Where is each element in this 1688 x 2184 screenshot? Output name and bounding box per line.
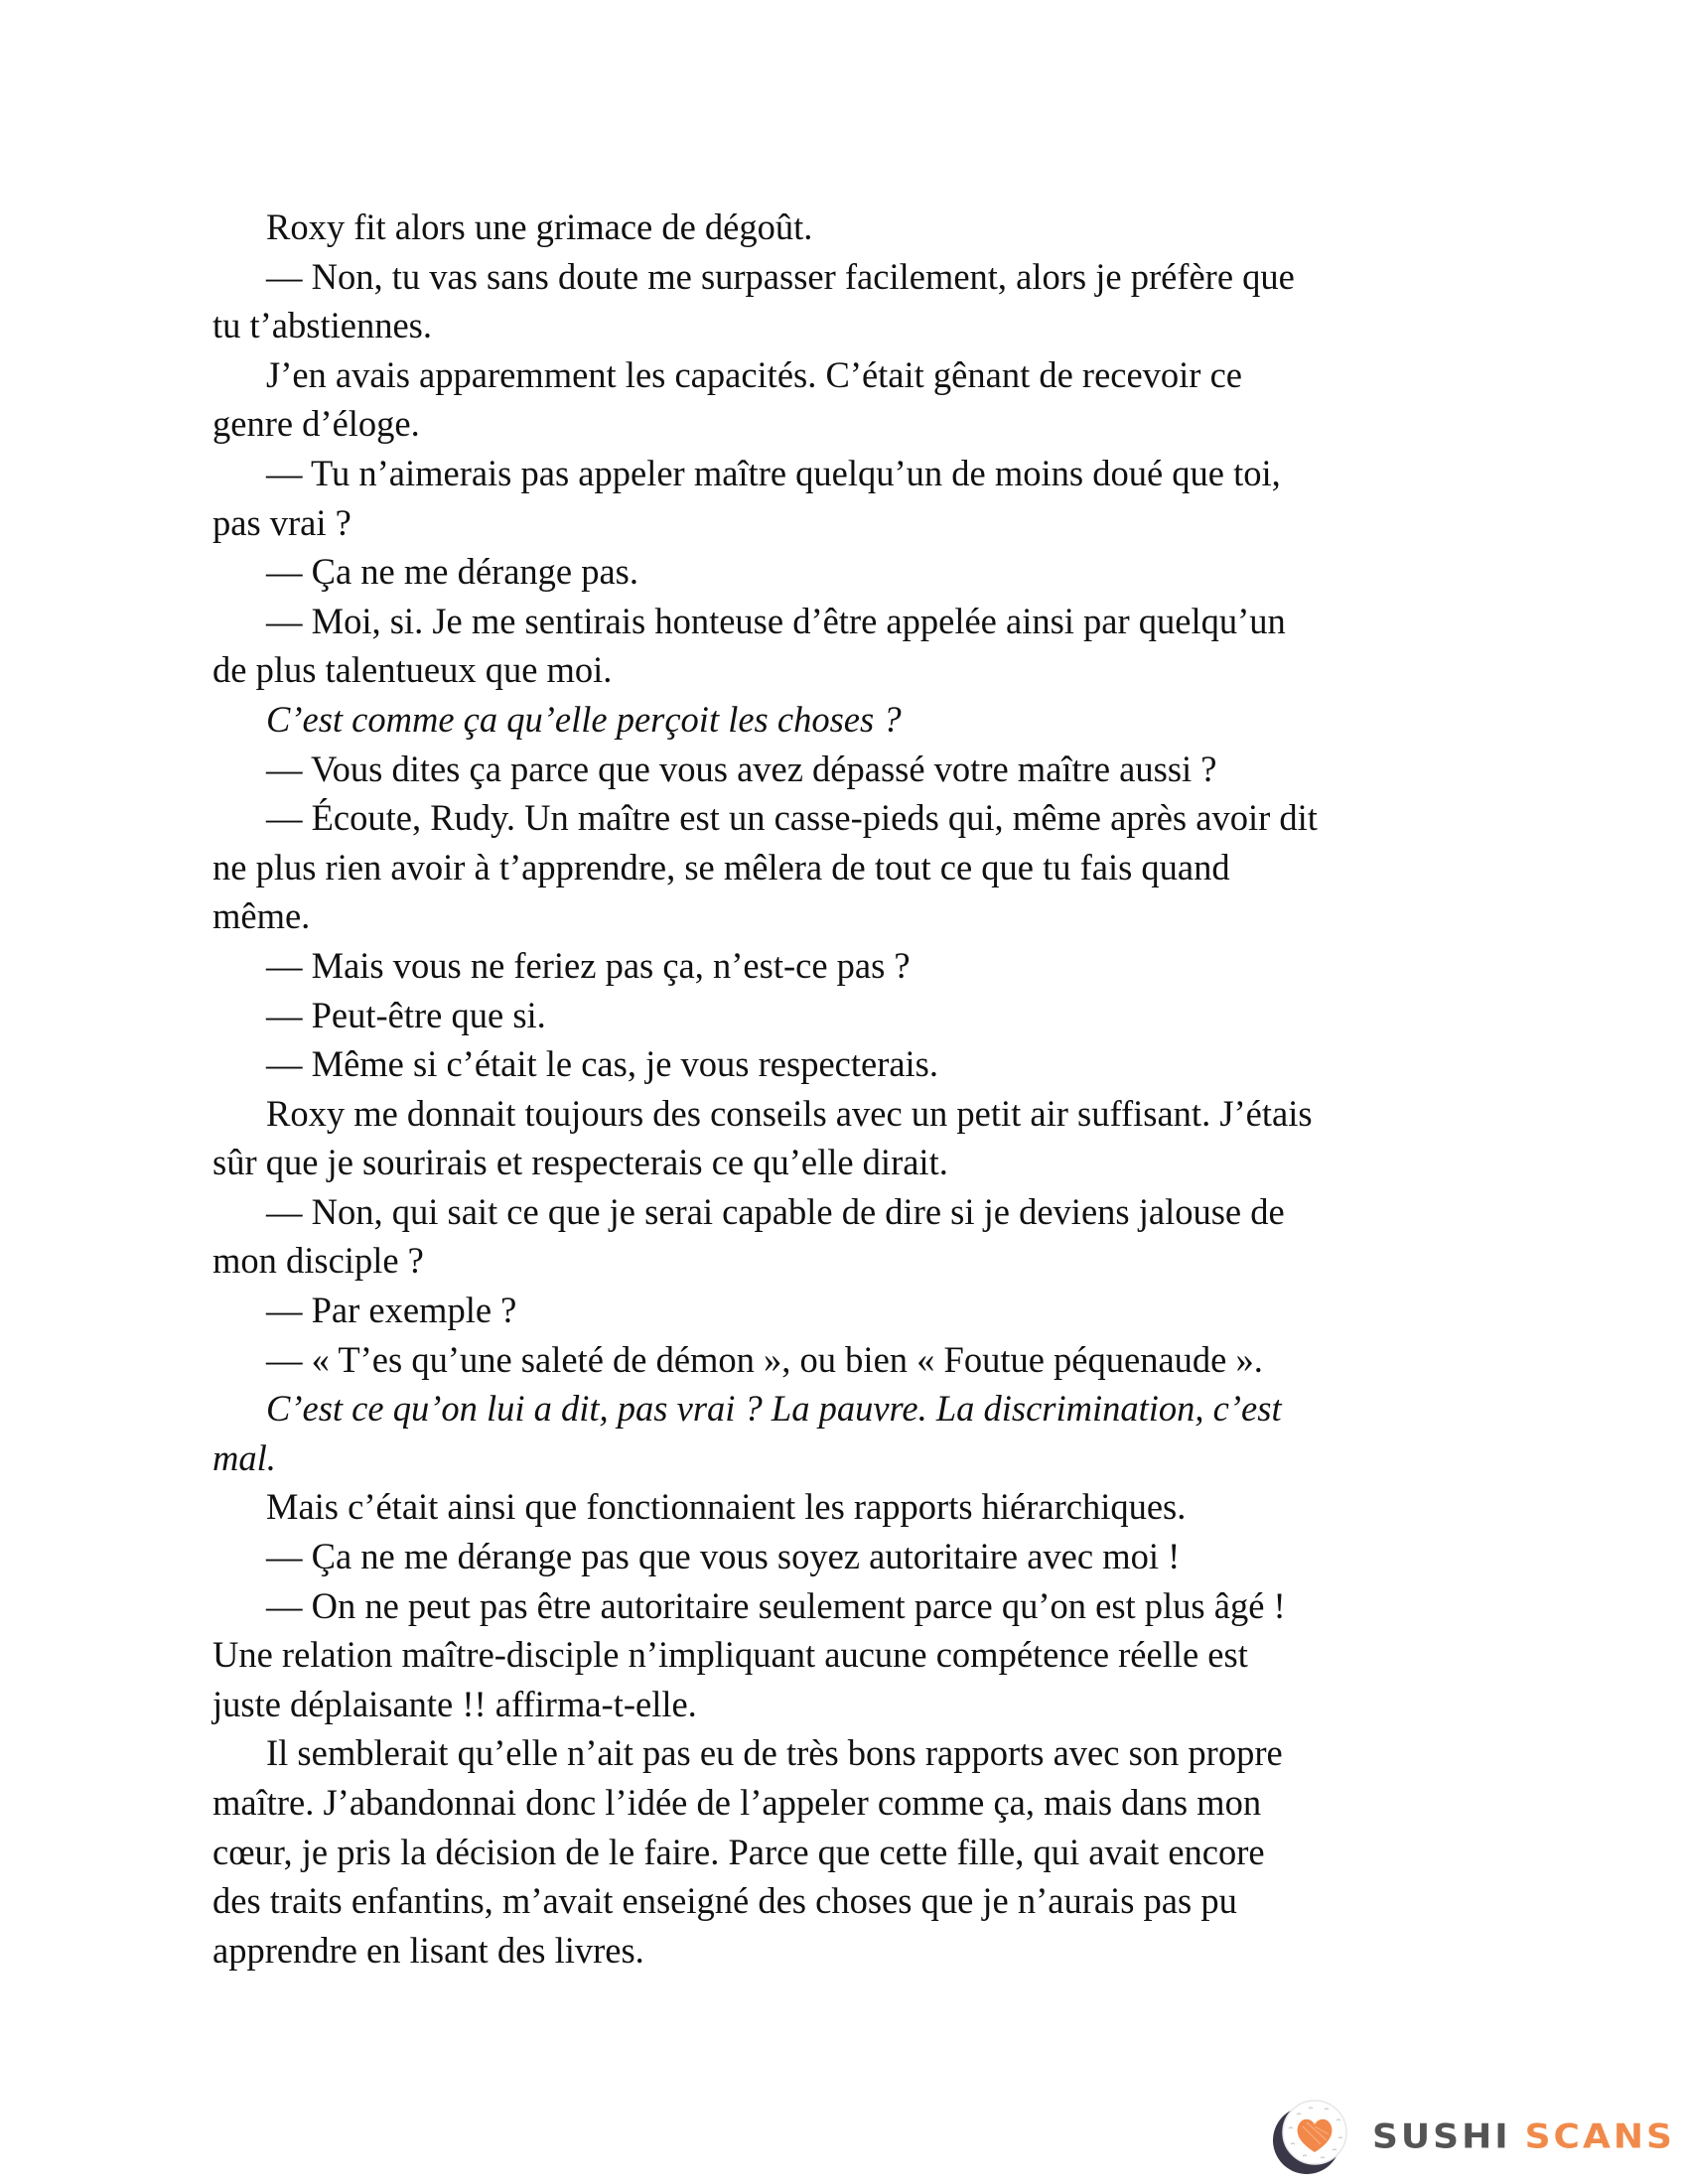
text-line: — Non, qui sait ce que je serai capable de dire si je deviens jalouse de <box>266 1190 1285 1232</box>
text-line: J’en avais apparemment les capacités. C’était gênant de recevoir ce <box>266 353 1242 395</box>
text-line: ne plus rien avoir à t’apprendre, se mêlera de tout ce que tu fais quand <box>212 846 1230 887</box>
text-line: — Moi, si. Je me sentirais honteuse d’être appelée ainsi par quelqu’un <box>266 600 1286 641</box>
text-line: C’est ce qu’on lui a dit, pas vrai ? La pauvre. La discrimination, c’est <box>266 1388 1282 1430</box>
text-line: — Écoute, Rudy. Un maître est un casse-pieds qui, même après avoir dit <box>266 797 1318 839</box>
text-line: Roxy fit alors une grimace de dégoût. <box>266 206 813 247</box>
text-line: Il semblerait qu’elle n’ait pas eu de très bons rapports avec son propre <box>266 1732 1283 1774</box>
text-line: — Ça ne me dérange pas que vous soyez autoritaire avec moi ! <box>266 1536 1181 1577</box>
text-line: — Par exemple ? <box>266 1290 517 1331</box>
text-line: — Même si c’était le cas, je vous respecterais. <box>266 1043 939 1085</box>
sushi-roll-heart-icon <box>1269 2097 1352 2176</box>
watermark-logo <box>1269 2097 1675 2176</box>
text-line: sûr que je sourirais et respecterais ce qu’elle dirait. <box>212 1142 948 1183</box>
text-line: C’est comme ça qu’elle perçoit les choses ? <box>266 698 902 740</box>
text-line: pas vrai ? <box>212 501 352 543</box>
text-line: de plus talentueux que moi. <box>212 649 613 691</box>
text-line: cœur, je pris la décision de le faire. Parce que cette fille, qui avait encore <box>212 1831 1265 1872</box>
page-body-text <box>212 203 1503 1975</box>
text-line: mal. <box>212 1436 276 1478</box>
text-line: — « T’es qu’une saleté de démon », ou bien « Foutue péquenaude ». <box>266 1338 1263 1380</box>
text-line: mon disciple ? <box>212 1240 424 1282</box>
watermark-text <box>1372 2117 1675 2156</box>
text-line: — On ne peut pas être autoritaire seulement parce qu’on est plus âgé ! <box>266 1584 1286 1626</box>
text-line: des traits enfantins, m’avait enseigné des choses que je n’aurais pas pu <box>212 1880 1237 1922</box>
text-line: tu t’abstiennes. <box>212 305 432 346</box>
text-line: apprendre en lisant des livres. <box>212 1929 644 1971</box>
text-line: Roxy me donnait toujours des conseils avec un petit air suffisant. J’étais <box>266 1092 1313 1134</box>
text-line: Mais c’était ainsi que fonctionnaient les rapports hiérarchiques. <box>266 1486 1187 1528</box>
text-line: — Tu n’aimerais pas appeler maître quelqu’un de moins doué que toi, <box>266 452 1281 493</box>
text-line: genre d’éloge. <box>212 403 420 445</box>
text-line: Une relation maître-disciple n’impliquant aucune compétence réelle est <box>212 1634 1248 1676</box>
text-line: — Non, tu vas sans doute me surpasser facilement, alors je préfère que <box>266 255 1295 297</box>
text-line: — Mais vous ne feriez pas ça, n’est-ce pas ? <box>266 944 911 986</box>
text-line: — Peut-être que si. <box>266 994 546 1035</box>
text-line: juste déplaisante !! affirma-t-elle. <box>212 1683 697 1724</box>
text-line: maître. J’abandonnai donc l’idée de l’appeler comme ça, mais dans mon <box>212 1782 1262 1823</box>
watermark-word-sushi: SUSHI <box>1372 2116 1511 2156</box>
text-line: même. <box>212 895 311 937</box>
text-line: — Vous dites ça parce que vous avez dépassé votre maître aussi ? <box>266 748 1217 789</box>
watermark-word-scans: SCANS <box>1524 2116 1675 2156</box>
text-line: — Ça ne me dérange pas. <box>266 551 638 593</box>
